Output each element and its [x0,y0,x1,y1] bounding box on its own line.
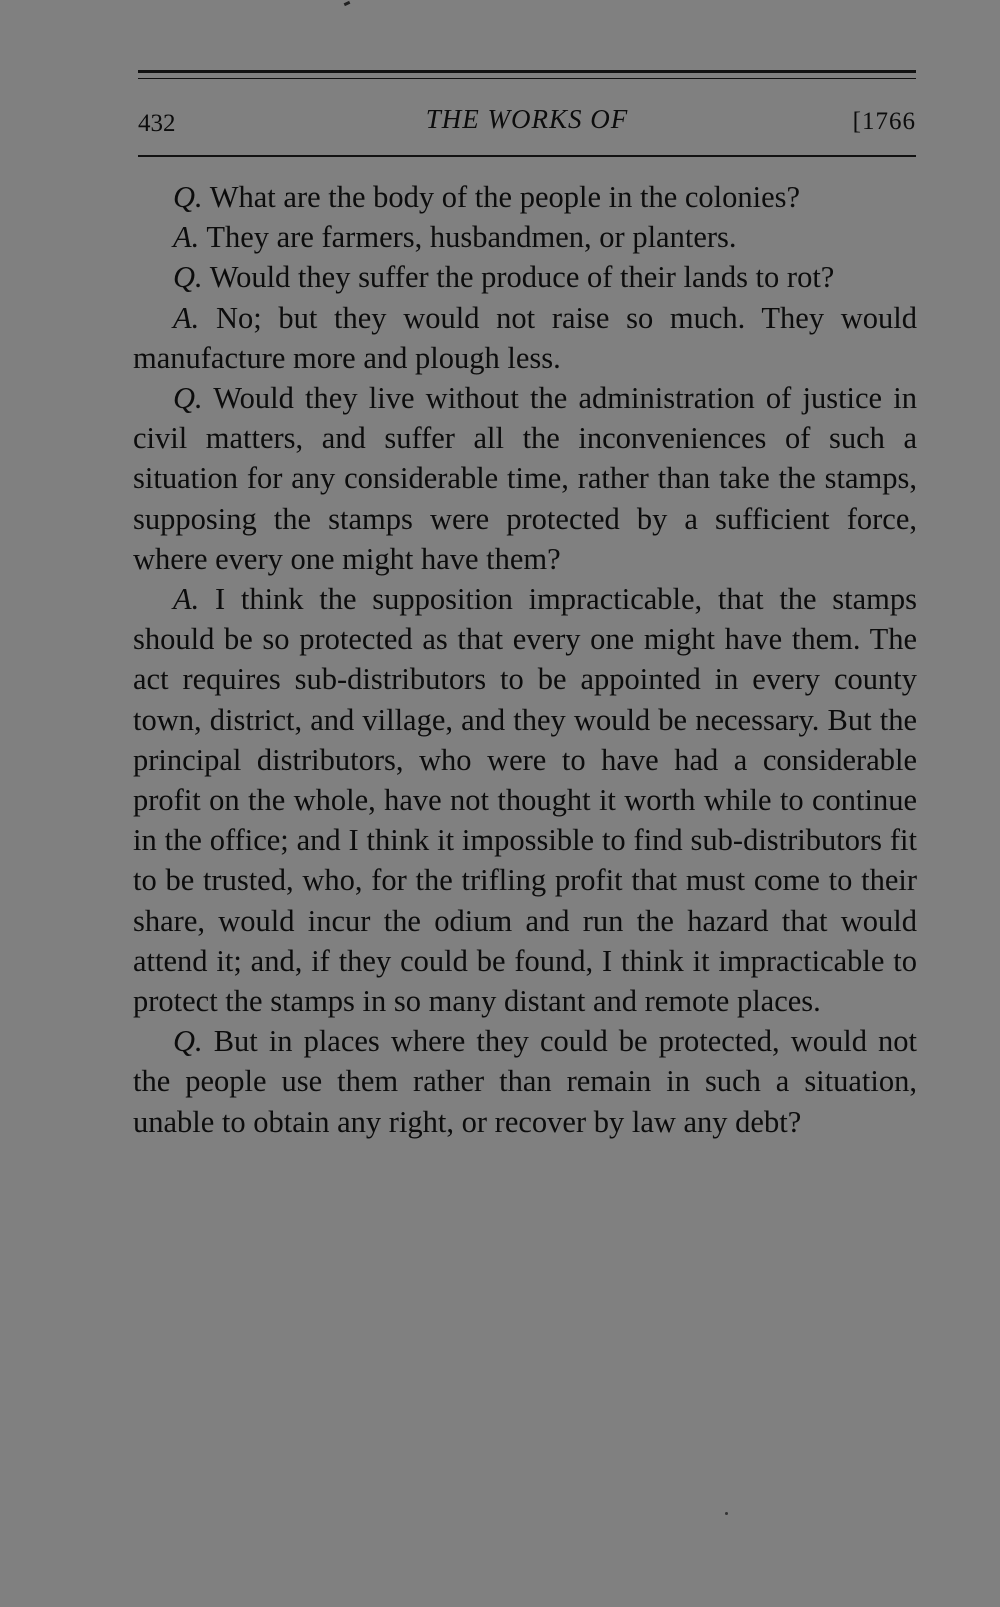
paragraph [133,217,917,257]
paragraph-text: They are farmers, husbandmen, or planters. [206,220,737,255]
paragraph [133,1021,917,1142]
speaker-label: Q. [173,180,203,214]
running-head: THE WORKS OF [425,104,629,134]
speaker-label: Q. [173,1024,203,1059]
paragraph-text: No; but they would not raise so much. They would manufacture more and plough less. [133,300,918,375]
paragraph [133,177,917,217]
paragraph-text: What are the body of the people in the colonies? [209,180,801,214]
paragraph [133,257,917,297]
paragraph-text: Would they suffer the produce of their lands to rot? [209,260,835,295]
speaker-label: Q. [173,381,203,416]
speaker-label: A. [173,582,200,617]
page-header [138,104,916,144]
ink-mark [344,1,351,6]
paragraph [133,579,917,1021]
paragraph-text: But in places where they could be protected, would not the people use them rather than remain in such a situation, unable to obtain any right, or recover by law any debt? [133,1024,917,1139]
ink-speck [725,1512,728,1515]
paragraph [133,378,917,579]
speaker-label: Q. [173,260,203,295]
body-text [133,177,917,1142]
page-number: 432 [138,110,176,137]
year-bracket: [1766 [852,108,916,135]
top-rule-thin [138,78,916,79]
paragraph [133,298,917,378]
paragraph-text: I think the supposition impracticable, that the stamps should be so protected as that every one might have them. The act requires sub-distributors to be appointed in every county town, district, and village, and they would be necessary. But the principal distributors, who were to have had a considerable profit on the whole, have not thought it worth while to continue in the office; and I think it impossible to find sub-distributors fit to be trusted, who, for the trifling profit that must come to their share, would incur the odium and run the hazard that would attend it; and, if they could be found, I think it impracticable to protect the stamps in so many distant and remote places. [133,582,918,1019]
header-rule [138,155,916,157]
speaker-label: A. [173,300,200,335]
top-rule [138,70,916,73]
paragraph-text: Would they live without the administration of justice in civil matters, and suffer all the inconveniences of such a situation for any considerable time, rather than take the stamps, supposing the stamps were protected by a sufficient force, where every one might have them? [133,381,917,576]
speaker-label: A. [173,220,200,255]
